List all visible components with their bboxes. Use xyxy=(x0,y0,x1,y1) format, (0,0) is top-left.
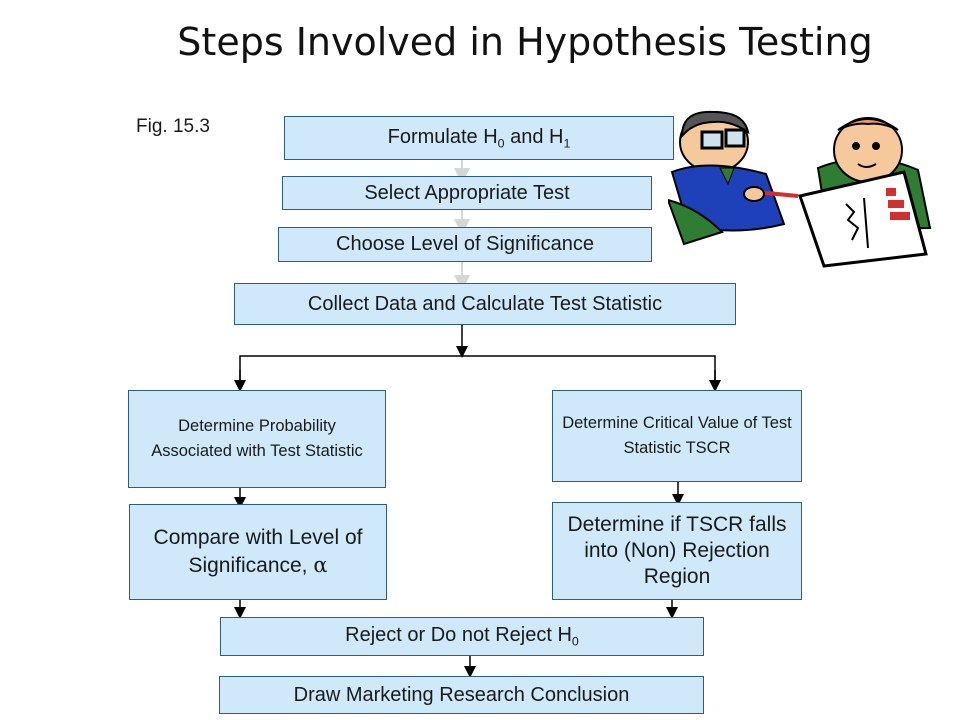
conclusion-label: Draw Marketing Research Conclusion xyxy=(293,683,630,706)
split-bar xyxy=(240,356,715,383)
slide-title: Steps Involved in Hypothesis Testing xyxy=(177,20,873,64)
step-determine-critical-value xyxy=(552,390,802,482)
step-formulate-hypotheses xyxy=(284,116,674,160)
step-rejection-region xyxy=(552,502,802,600)
probability-label: Determine Probability Associated with Test Statistic xyxy=(151,417,363,460)
reject-label: Reject or Do not Reject $H_0$ xyxy=(345,624,579,649)
rejection-region-label: Determine if TSCR falls into (Non) Rejection Region xyxy=(567,512,787,589)
researchers-cartoon-icon xyxy=(668,108,940,268)
figure-label: Fig. 15.3 xyxy=(136,116,210,137)
critical-value-label: Determine Critical Value of Test Statistic TSCR xyxy=(562,414,792,457)
collect-data-label: Collect Data and Calculate Test Statistic xyxy=(307,292,663,315)
formulate-label: Formulate $H_0$ and $H_1$ xyxy=(387,125,571,150)
step-collect-data xyxy=(234,283,736,325)
select-test-label: Select Appropriate Test xyxy=(364,181,570,204)
step-choose-level xyxy=(278,227,652,262)
step-reject-decision xyxy=(220,617,704,656)
choose-level-label: Choose Level of Significance xyxy=(336,233,594,255)
step-determine-probability xyxy=(128,390,386,488)
step-draw-conclusion xyxy=(219,676,704,714)
step-compare-significance xyxy=(129,504,387,600)
compare-label: Compare with Level of Significance, α xyxy=(153,526,363,577)
step-select-test xyxy=(282,176,652,210)
alpha-symbol: α xyxy=(313,552,328,577)
